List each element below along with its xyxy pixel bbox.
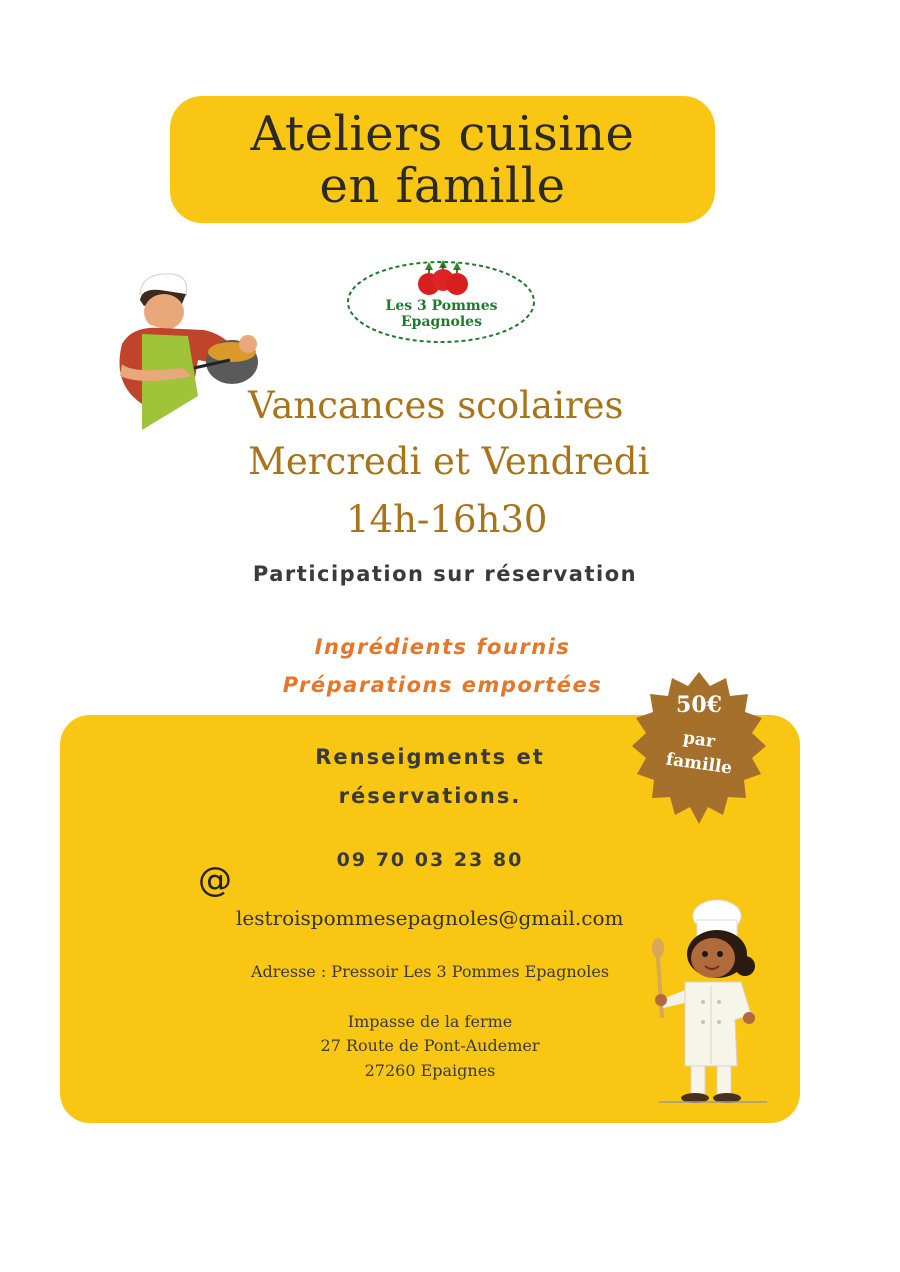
schedule-time: 14h-16h30: [346, 498, 548, 541]
email-address: lestroispommesepagnoles@gmail.com: [236, 906, 624, 930]
info-title-line-1: Renseigments et: [315, 745, 545, 769]
schedule-line-1: Vancances scolaires: [248, 384, 624, 427]
badge-price: 50€: [676, 692, 722, 718]
title-line-1: Ateliers cuisine: [250, 105, 635, 162]
title-line-2: en famille: [319, 157, 566, 214]
participation-text: Participation sur réservation: [252, 562, 638, 586]
feature-preparations: Préparations emportées: [282, 673, 603, 697]
address-line-4: 27260 Epaignes: [364, 1061, 496, 1080]
feature-ingredients: Ingrédients fournis: [314, 635, 571, 659]
info-title-line-2: réservations.: [338, 784, 522, 808]
address-line-2: Impasse de la ferme: [347, 1012, 513, 1031]
logo: [345, 258, 538, 346]
logo-text: Les 3 Pommes Epagnoles: [385, 298, 498, 330]
schedule-line-2: Mercredi et Vendredi: [248, 440, 650, 483]
address-line-1: Adresse : Pressoir Les 3 Pommes Epagnoles: [250, 962, 610, 981]
badge-famille: famille: [664, 749, 734, 779]
title-banner: [170, 96, 715, 223]
at-icon: @: [198, 860, 232, 900]
price-badge: [626, 670, 772, 826]
address-line-3: 27 Route de Pont-Audemer: [320, 1036, 540, 1055]
cook-mixing-illustration: [102, 264, 272, 434]
badge-par: par: [681, 727, 717, 753]
phone-number: 09 70 03 23 80: [336, 849, 524, 871]
chef-girl-illustration: [645, 898, 770, 1108]
